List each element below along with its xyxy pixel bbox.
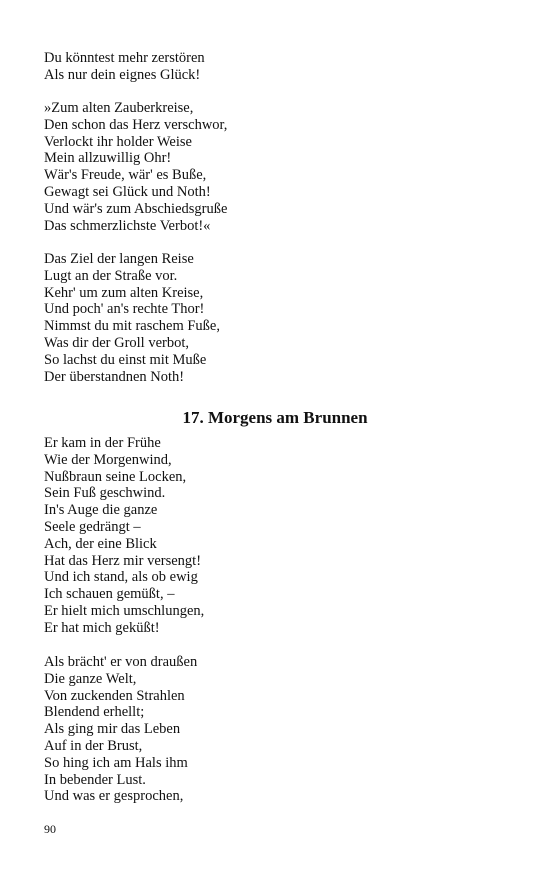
verse-line: Das Ziel der langen Reise [44,251,194,267]
verse-line: Mein allzuwillig Ohr! [44,150,172,167]
verse-line: Er kam in der Frühe [44,435,161,451]
verse-line: Wär's Freude, wär' es Buße, [44,167,207,184]
verse-line: Verlockt ihr holder Weise [44,133,192,150]
verse-line: Der überstandnen Noth! [44,368,185,385]
verse-line: Wie der Morgenwind, [44,451,172,468]
verse-line: Das schmerzlichste Verbot!« [44,217,211,234]
verse-line: So lachst du einst mit Muße [44,351,207,368]
verse-line: Du könntest mehr zerstören [44,50,205,66]
poem-heading: 17. Morgens am Brunnen [182,408,368,427]
verse-line: Und was er gesprochen, [44,788,184,805]
verse-line: Seele gedrängt – [44,518,141,535]
verse-line: Sein Fuß geschwind. [44,485,166,502]
stanza-continued-1 [44,50,514,84]
verse-line: In bebender Lust. [44,771,146,788]
stanza-continued-2 [44,100,514,234]
verse-line: Lugt an der Straße vor. [44,267,178,284]
verse-line: Er hielt mich umschlungen, [44,602,205,619]
verse-line: Hat das Herz mir versengt! [44,552,202,569]
verse-line: Ach, der eine Blick [44,535,157,552]
verse-line: Ich schauen gemüßt, – [44,586,175,603]
poem-stanza-2 [44,654,514,805]
verse-line: Nußbraun seine Locken, [44,468,187,485]
verse-line: Und poch' an's rechte Thor! [44,301,205,318]
verse-line: Nimmst du mit raschem Fuße, [44,318,220,335]
verse-line: Blendend erhellt; [44,704,145,721]
page-number: 90 [44,822,56,836]
verse-line: Und wär's zum Abschiedsgruße [44,200,228,217]
verse-line: Von zuckenden Strahlen [44,687,185,704]
verse-line: Auf in der Brust, [44,737,143,754]
verse-line: Und ich stand, als ob ewig [44,569,198,586]
verse-line: Was dir der Groll verbot, [44,334,189,351]
verse-line: Kehr' um zum alten Kreise, [44,284,204,301]
poem-stanza-1 [44,435,514,637]
verse-line: In's Auge die ganze [44,502,158,519]
verse-line: »Zum alten Zauberkreise, [44,100,194,116]
verse-line: Die ganze Welt, [44,670,137,687]
verse-line: Als nur dein eignes Glück! [44,66,201,83]
verse-line: Er hat mich geküßt! [44,619,160,636]
verse-line: So hing ich am Hals ihm [44,754,188,771]
verse-line: Als ging mir das Leben [44,721,181,738]
verse-line: Den schon das Herz verschwor, [44,116,228,133]
verse-line: Gewagt sei Glück und Noth! [44,183,211,200]
stanza-continued-3 [44,251,514,385]
verse-line: Als brächt' er von draußen [44,654,198,670]
